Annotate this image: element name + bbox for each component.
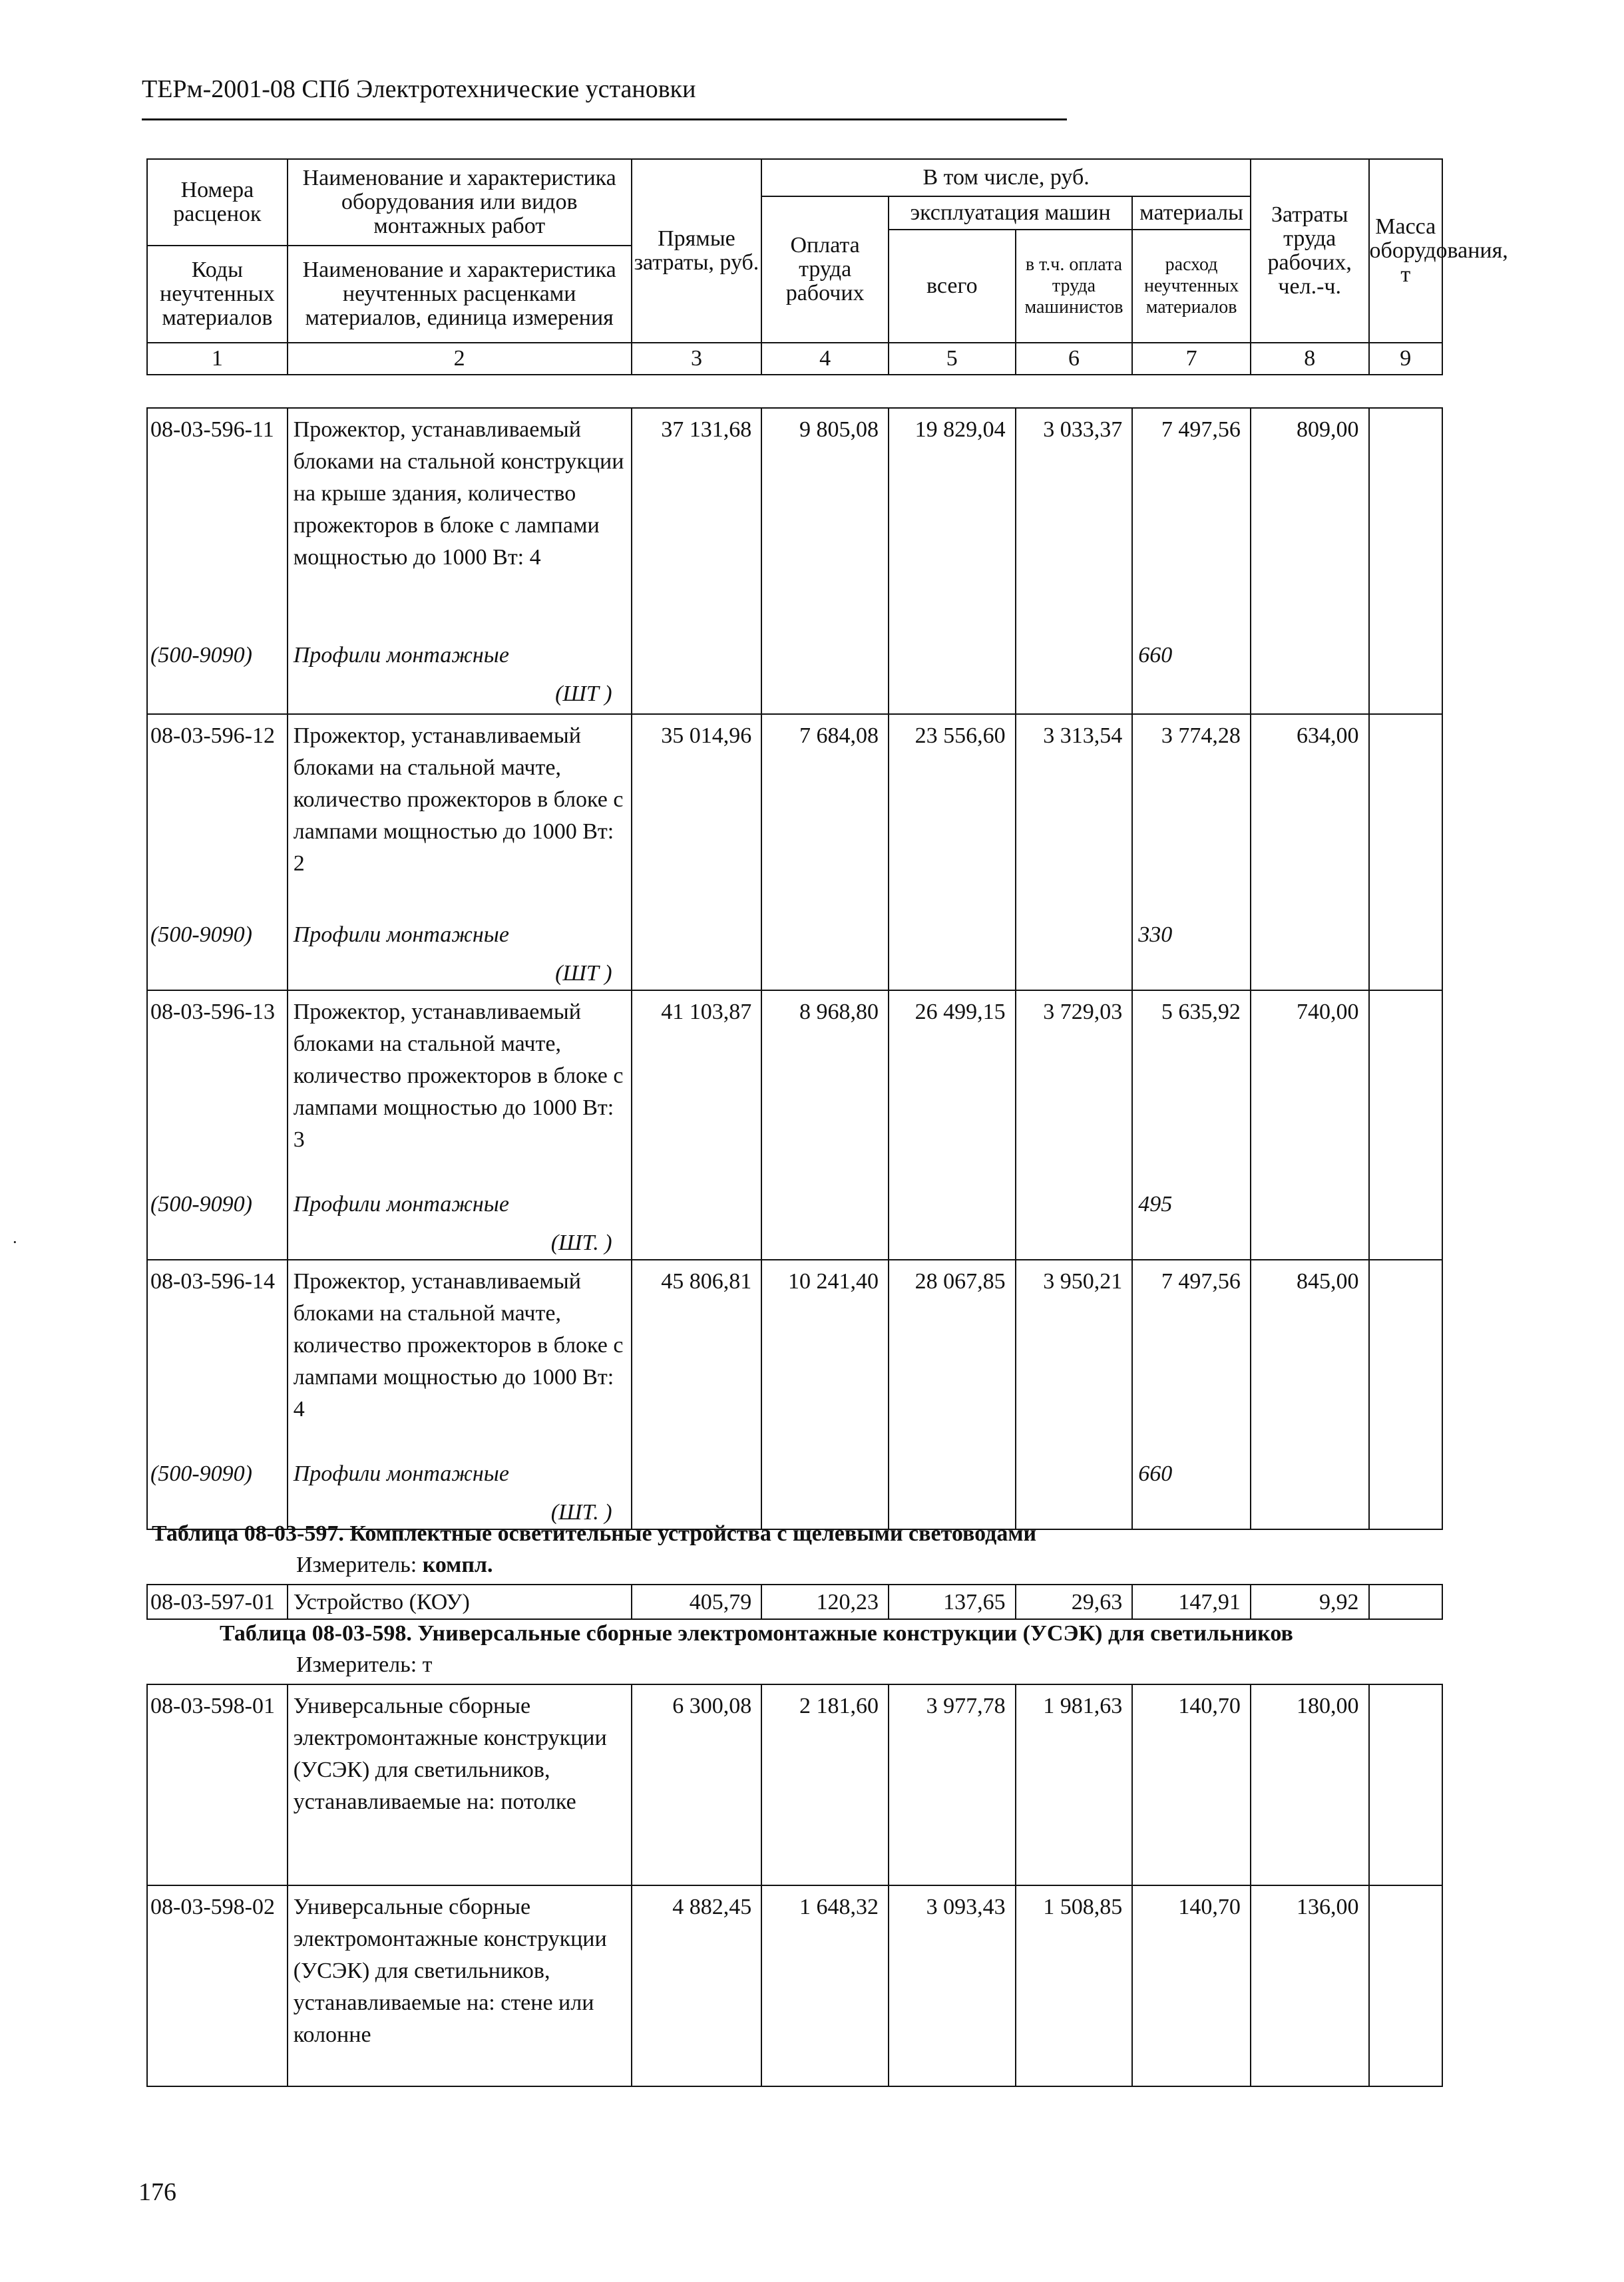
labor-hours: 136,00 xyxy=(1251,1885,1369,2086)
col-header-2b: Наименование и характеристика неучтенных расценками материалов, единица измерения xyxy=(288,246,632,343)
col-number: 4 xyxy=(761,343,889,375)
rate-code: 08-03-598-02 xyxy=(147,1885,288,2086)
direct-cost: 4 882,45 xyxy=(632,1885,762,2086)
rate-code: 08-03-596-11 xyxy=(147,408,288,634)
operator-cost: 1 508,85 xyxy=(1016,1885,1133,2086)
machine-cost: 28 067,85 xyxy=(889,1260,1016,1529)
measure-value: компл. xyxy=(422,1553,493,1577)
material-cost: 3 774,28 xyxy=(1132,714,1251,914)
labor-hours: 9,92 xyxy=(1251,1585,1369,1619)
labor-cost: 120,23 xyxy=(761,1585,889,1619)
rate-code: 08-03-597-01 xyxy=(147,1585,288,1619)
machine-cost: 23 556,60 xyxy=(889,714,1016,990)
labor-hours: 634,00 xyxy=(1251,714,1369,990)
col-number: 1 xyxy=(147,343,288,375)
table-row xyxy=(147,714,1442,914)
measure-597 xyxy=(296,1553,493,1578)
col-header-3: Прямые затраты, руб. xyxy=(632,159,762,343)
rate-name: Прожектор, устанавливаемый блоками на стальной мачте, количество прожекторов в блоке с лампами мощностью до 1000 Вт: 4 xyxy=(288,1260,632,1453)
col-header-materials: материалы xyxy=(1132,196,1251,230)
page-number: 176 xyxy=(138,2178,176,2206)
col-header-9: Масса оборудования, т xyxy=(1369,159,1442,343)
labor-hours: 809,00 xyxy=(1251,408,1369,714)
labor-cost: 10 241,40 xyxy=(761,1260,889,1529)
rate-name: Прожектор, устанавливаемый блоками на стальной конструкции на крыше здания, количество прожекторов в блоке с лампами мощностью до 1000 Вт: 4 xyxy=(288,408,632,634)
margin-mark: · xyxy=(12,1233,18,1252)
machine-cost: 19 829,04 xyxy=(889,408,1016,714)
material-cost: 140,70 xyxy=(1132,1885,1251,2086)
material-unit: (ШТ. ) xyxy=(550,1231,612,1255)
direct-cost: 41 103,87 xyxy=(632,990,762,1260)
col-number: 6 xyxy=(1016,343,1133,375)
operator-cost: 3 033,37 xyxy=(1016,408,1133,714)
material-name: Профили монтажные xyxy=(293,922,509,947)
equipment-mass xyxy=(1369,408,1442,714)
rate-code: 08-03-596-14 xyxy=(147,1260,288,1453)
material-quantity: 495 xyxy=(1132,1183,1251,1260)
material-cost: 140,70 xyxy=(1132,1684,1251,1885)
material-code: (500-9090) xyxy=(147,1453,288,1529)
labor-cost: 8 968,80 xyxy=(761,990,889,1260)
table-caption-598: Таблица 08-03-598. Универсальные сборные электромонтажные конструкции (УСЭК) для светильников xyxy=(220,1621,1293,1646)
table-row xyxy=(147,1260,1442,1453)
material-name: Профили монтажные xyxy=(293,643,509,667)
rates-table-597 xyxy=(146,1584,1443,1620)
labor-hours: 740,00 xyxy=(1251,990,1369,1260)
col-number: 7 xyxy=(1132,343,1251,375)
material-code: (500-9090) xyxy=(147,634,288,714)
measure-label: Измеритель: xyxy=(296,1553,417,1577)
material-code: (500-9090) xyxy=(147,914,288,990)
rate-code: 08-03-596-12 xyxy=(147,714,288,914)
material-name-cell xyxy=(288,634,632,714)
rates-table-598 xyxy=(146,1684,1443,2087)
col-header-group: В том числе, руб. xyxy=(761,159,1251,196)
col-header-1a: Номера расценок xyxy=(147,159,288,246)
measure-598: Измеритель: т xyxy=(296,1652,433,1677)
operator-cost: 3 950,21 xyxy=(1016,1260,1133,1529)
equipment-mass xyxy=(1369,1260,1442,1529)
table-row xyxy=(147,1684,1442,1885)
table-row xyxy=(147,990,1442,1183)
labor-cost: 2 181,60 xyxy=(761,1684,889,1885)
table-caption-597: Таблица 08-03-597. Комплектные осветительные устройства с щелевыми световодами xyxy=(152,1521,1037,1546)
machine-cost: 3 093,43 xyxy=(889,1885,1016,2086)
direct-cost: 6 300,08 xyxy=(632,1684,762,1885)
material-name: Профили монтажные xyxy=(293,1192,509,1217)
col-header-2a: Наименование и характеристика оборудования или видов монтажных работ xyxy=(288,159,632,246)
col-header-4: Оплата труда рабочих xyxy=(761,196,889,343)
table-row xyxy=(147,1585,1442,1619)
rate-name: Универсальные сборные электромонтажные конструкции (УСЭК) для светильников, устанавливаемые на: потолке xyxy=(288,1684,632,1885)
direct-cost: 37 131,68 xyxy=(632,408,762,714)
material-name: Профили монтажные xyxy=(293,1461,509,1486)
rate-name: Устройство (КОУ) xyxy=(288,1585,632,1619)
rate-name: Универсальные сборные электромонтажные конструкции (УСЭК) для светильников, устанавливаемые на: стене или колонне xyxy=(288,1885,632,2086)
machine-cost: 26 499,15 xyxy=(889,990,1016,1260)
col-number: 9 xyxy=(1369,343,1442,375)
page-header: ТЕРм-2001-08 СПб Электротехнические установки xyxy=(142,75,696,103)
equipment-mass xyxy=(1369,1885,1442,2086)
material-quantity: 660 xyxy=(1132,634,1251,714)
col-header-6: в т.ч. оплата труда машинистов xyxy=(1016,230,1133,343)
rates-table-596 xyxy=(146,407,1443,1530)
col-header-8: Затраты труда рабочих, чел.-ч. xyxy=(1251,159,1369,343)
col-header-7: расход неучтенных материалов xyxy=(1132,230,1251,343)
rate-name: Прожектор, устанавливаемый блоками на стальной мачте, количество прожекторов в блоке с лампами мощностью до 1000 Вт: 3 xyxy=(288,990,632,1183)
table-row xyxy=(147,408,1442,634)
material-unit: (ШТ ) xyxy=(555,961,612,986)
col-number: 2 xyxy=(288,343,632,375)
material-name-cell xyxy=(288,914,632,990)
col-number: 3 xyxy=(632,343,762,375)
material-cost: 5 635,92 xyxy=(1132,990,1251,1183)
material-code: (500-9090) xyxy=(147,1183,288,1260)
material-cost: 147,91 xyxy=(1132,1585,1251,1619)
material-name-cell xyxy=(288,1453,632,1529)
table-row xyxy=(147,1885,1442,2086)
equipment-mass xyxy=(1369,990,1442,1260)
material-cost: 7 497,56 xyxy=(1132,1260,1251,1453)
column-header-table xyxy=(146,158,1508,375)
header-rule xyxy=(142,118,1067,120)
labor-cost: 1 648,32 xyxy=(761,1885,889,2086)
material-name-cell xyxy=(288,1183,632,1260)
operator-cost: 29,63 xyxy=(1016,1585,1133,1619)
operator-cost: 1 981,63 xyxy=(1016,1684,1133,1885)
machine-cost: 137,65 xyxy=(889,1585,1016,1619)
labor-cost: 7 684,08 xyxy=(761,714,889,990)
material-unit: (ШТ. ) xyxy=(550,1500,612,1525)
rate-code: 08-03-598-01 xyxy=(147,1684,288,1885)
rate-code: 08-03-596-13 xyxy=(147,990,288,1183)
equipment-mass xyxy=(1369,714,1442,990)
equipment-mass xyxy=(1369,1684,1442,1885)
material-cost: 7 497,56 xyxy=(1132,408,1251,634)
col-header-1b: Коды неучтенных материалов xyxy=(147,246,288,343)
col-header-machines: эксплуатация машин xyxy=(889,196,1132,230)
direct-cost: 405,79 xyxy=(632,1585,762,1619)
direct-cost: 35 014,96 xyxy=(632,714,762,990)
col-number: 5 xyxy=(889,343,1016,375)
labor-hours: 180,00 xyxy=(1251,1684,1369,1885)
direct-cost: 45 806,81 xyxy=(632,1260,762,1529)
operator-cost: 3 729,03 xyxy=(1016,990,1133,1260)
rate-name: Прожектор, устанавливаемый блоками на стальной мачте, количество прожекторов в блоке с лампами мощностью до 1000 Вт: 2 xyxy=(288,714,632,914)
equipment-mass xyxy=(1369,1585,1442,1619)
machine-cost: 3 977,78 xyxy=(889,1684,1016,1885)
col-number: 8 xyxy=(1251,343,1369,375)
col-header-5: всего xyxy=(889,230,1016,343)
labor-hours: 845,00 xyxy=(1251,1260,1369,1529)
labor-cost: 9 805,08 xyxy=(761,408,889,714)
material-quantity: 330 xyxy=(1132,914,1251,990)
operator-cost: 3 313,54 xyxy=(1016,714,1133,990)
material-unit: (ШТ ) xyxy=(555,681,612,706)
material-quantity: 660 xyxy=(1132,1453,1251,1529)
